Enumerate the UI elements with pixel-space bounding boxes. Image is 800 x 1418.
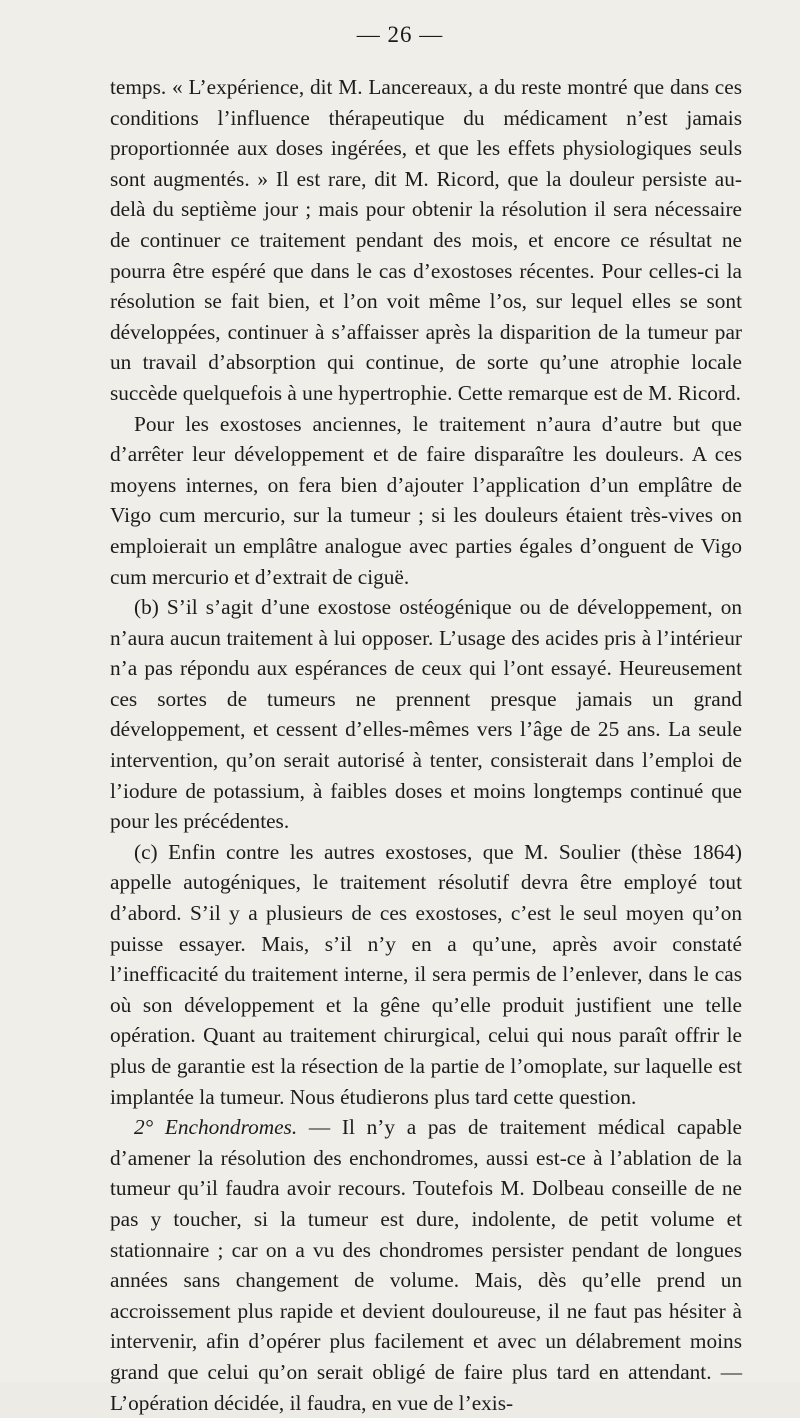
paragraph-2: Pour les exostoses anciennes, le traitement n’aura d’autre but que d’arrêter leur développement et de faire disparaître les douleurs. A ces moyens internes, on fera bien d’ajouter l’application d’un emplâtre de Vigo cum mercurio, sur la tumeur ; si les douleurs étaient très-vives on emploierait un emplâtre analogue avec parties égales d’onguent de Vigo cum mercurio et d’extrait de ciguë.: [110, 411, 742, 589]
body-text: [110, 72, 742, 1418]
paragraph-5: [110, 1112, 742, 1418]
paragraph-3: (b) S’il s’agit d’une exostose ostéogénique ou de développement, on n’aura aucun traitement à lui opposer. L’usage des acides pris à l’intérieur n’a pas répondu aux espérances de ceux qui l’ont essayé. Heureusement ces sortes de tumeurs ne prennent presque jamais un grand développement, et cessent d’elles-mêmes vers l’âge de 25 ans. La seule intervention, qu’on serait autorisé à tenter, consisterait dans l’emploi de l’iodure de potassium, à faibles doses et moins longtemps continué que pour les précédentes.: [110, 595, 742, 834]
section-heading-enchondromes: 2° Enchondromes.: [134, 1115, 298, 1140]
paragraph-4: (c) Enfin contre les autres exostoses, que M. Soulier (thèse 1864) appelle autogéniques, le traitement résolutif devra être employé tout d’abord. S’il y a plusieurs de ces exostoses, c’est le seul moyen qu’on puisse essayer. Mais, s’il n’y en a qu’une, après avoir constaté l’inefficacité du traitement interne, il sera permis de l’enlever, dans le cas où son développement et la gêne qu’elle produit justifient une telle opération. Quant au traitement chirurgical, celui qui nous paraît offrir le plus de garantie est la résection de la partie de l’omoplate, sur laquelle est implantée la tumeur. Nous étudierons plus tard cette question.: [110, 839, 742, 1109]
paragraph-5-text: — Il n’y a pas de traitement médical capable d’amener la résolution des enchondromes, aussi est-ce à l’ablation de la tumeur qu’il faudra avoir recours. Toutefois M. Dolbeau conseille de ne pas y toucher, si la tumeur est dure, indolente, de petit volume et stationnaire ; car on a vu des chondromes persister pendant de longues années sans changement de volume. Mais, dès qu’elle prend un accroissement plus rapide et devient douloureuse, il ne faut pas hésiter à intervenir, afin d’opérer plus facilement et avec un délabrement moins grand que celui qu’on serait obligé de faire plus tard en attendant. — L’opération décidée, il faudra, en vue de l’exis-: [110, 1115, 742, 1415]
paragraph-1: temps. « L’expérience, dit M. Lancereaux, a du reste montré que dans ces conditions l’influence thérapeutique du médicament n’est jamais proportionnée aux doses ingérées, et que les effets physiologiques seuls sont augmentés. » Il est rare, dit M. Ricord, que la douleur persiste au-delà du septième jour ; mais pour obtenir la résolution il sera nécessaire de continuer ce traitement pendant des mois, et encore ce résultat ne pourra être espéré que dans le cas d’exostoses récentes. Pour celles-ci la résolution se fait bien, et l’on voit même l’os, sur lequel elles se sont développées, continuer à s’affaisser après la disparition de la tumeur par un travail d’absorption qui continue, de sorte qu’une atrophie locale succède quelquefois à une hypertrophie. Cette remarque est de M. Ricord.: [110, 75, 742, 405]
page-number: — 26 —: [356, 22, 444, 47]
